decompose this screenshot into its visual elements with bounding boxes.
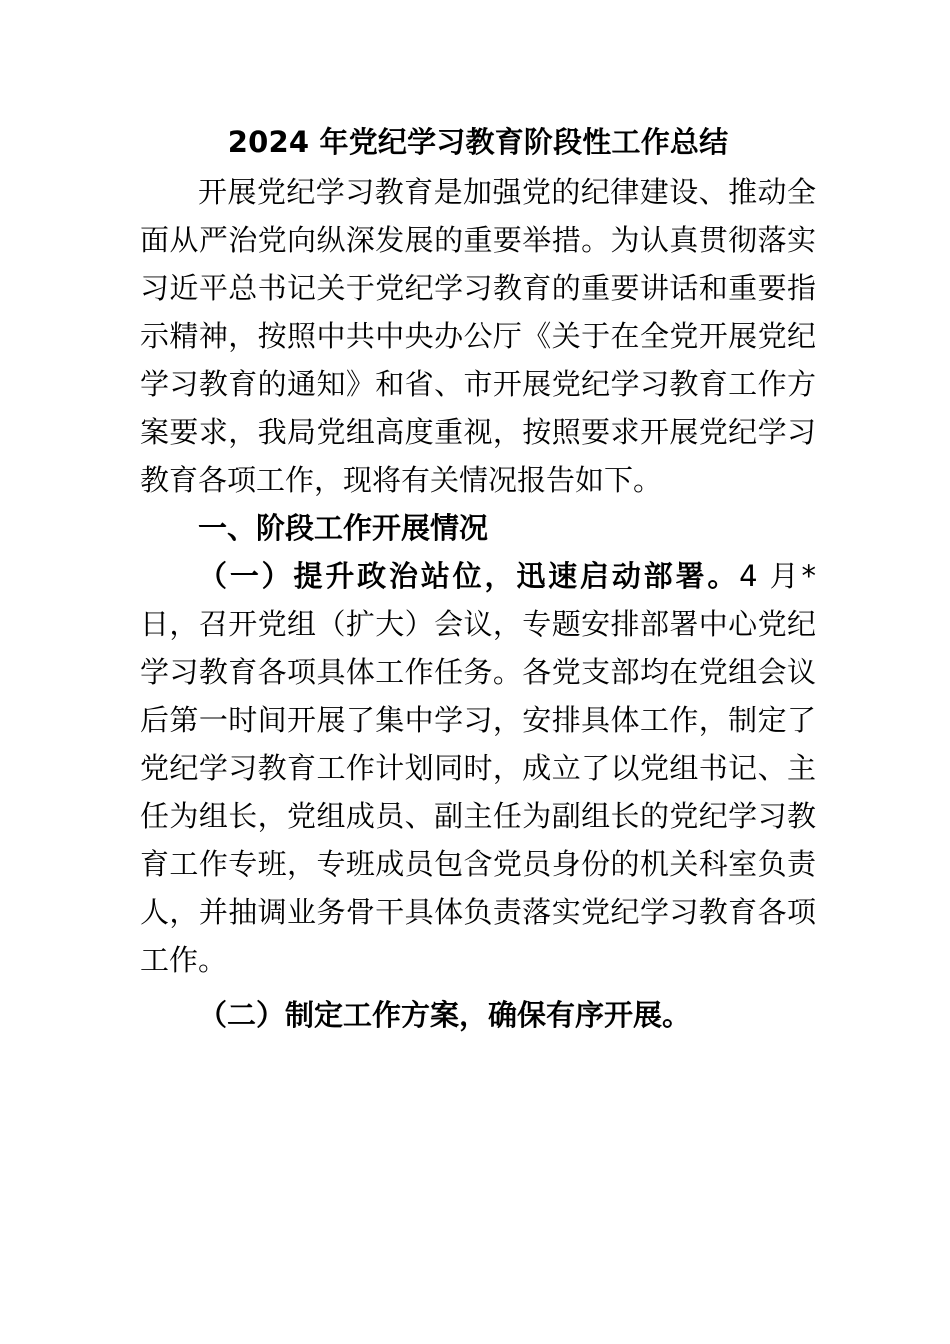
section-heading-one: 一、阶段工作开展情况 bbox=[198, 511, 489, 545]
paragraph-item-one bbox=[140, 552, 816, 984]
document-title: 2024 年党纪学习教育阶段性工作总结 bbox=[227, 125, 729, 159]
document-body bbox=[140, 118, 816, 1039]
paragraph-item-two: （二）制定工作方案，确保有序开展。 bbox=[198, 998, 692, 1032]
paragraph-intro: 开展党纪学习教育是加强党的纪律建设、推动全面从严治党向纵深发展的重要举措。为认真贯彻落实习近平总书记关于党纪学习教育的重要讲话和重要指示精神，按照中共中央办公厅《关于在全党开展党纪学习教育的通知》和省、市开展党纪学习教育工作方案要求，我局党组高度重视，按照要求开展党纪学习教育各项工作，现将有关情况报告如下。 bbox=[140, 175, 816, 497]
item-one-body: 4 月*日，召开党组（扩大）会议，专题安排部署中心党纪学习教育各项具体工作任务。各党支部均在党组会议后第一时间开展了集中学习，安排具体工作，制定了党纪学习教育工作计划同时，成立了以党组书记、主任为组长，党组成员、副主任为副组长的党纪学习教育工作专班，专班成员包含党员身份的机关科室负责人，并抽调业务骨干具体负责落实党纪学习教育各项工作。 bbox=[140, 559, 816, 977]
item-one-bold-lead: （一）提升政治站位，迅速启动部署。 bbox=[198, 559, 740, 593]
